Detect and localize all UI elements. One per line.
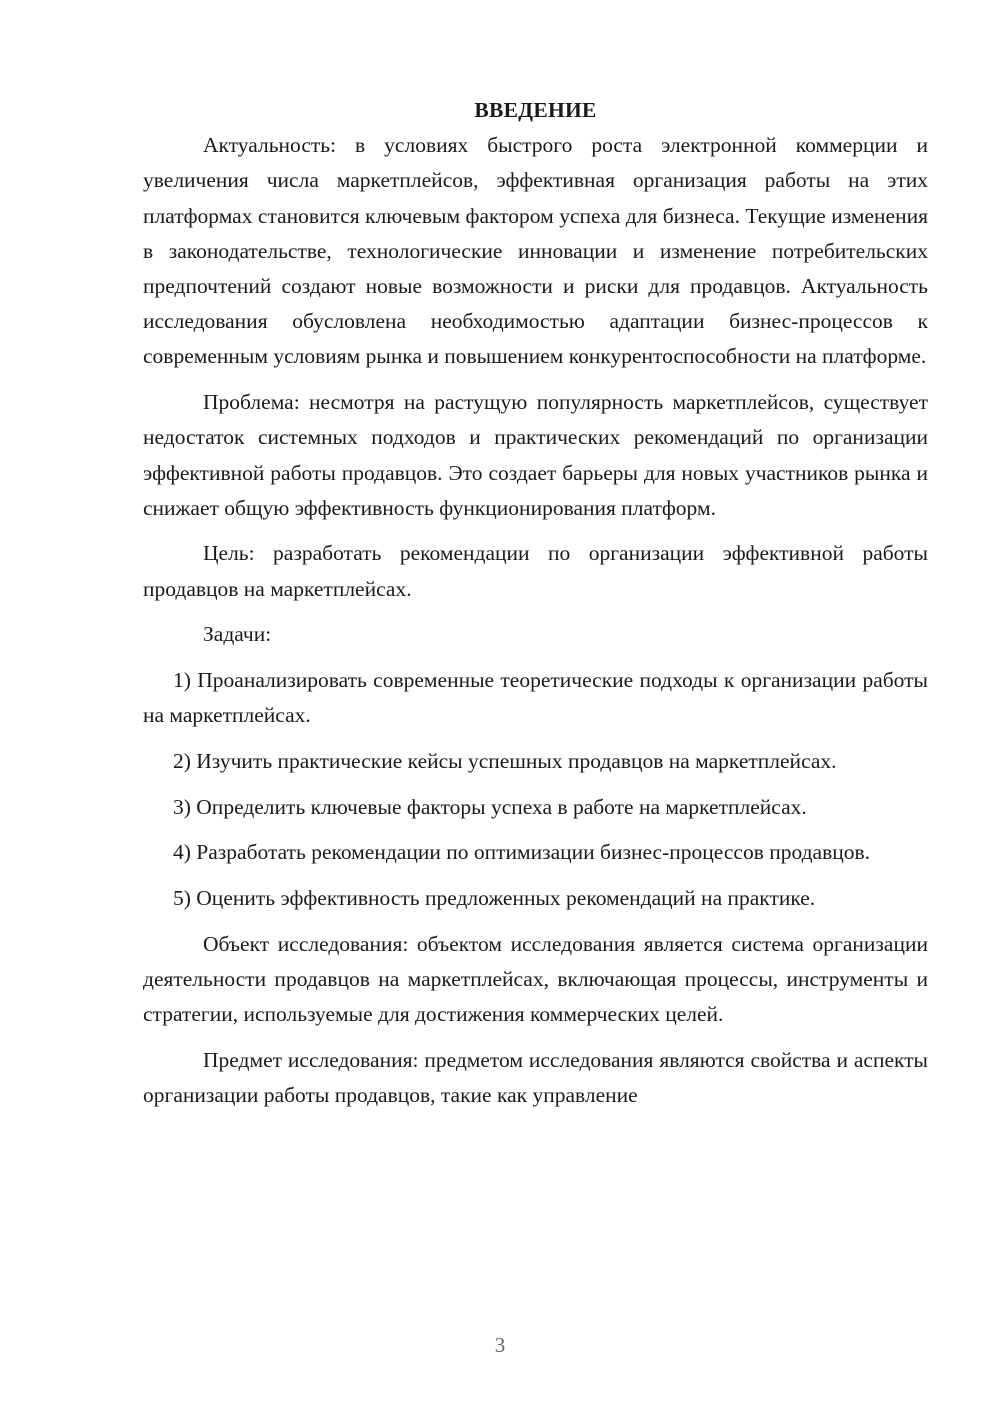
tasks-label: Задачи:: [203, 622, 272, 647]
paragraph-object: Объект исследования: объектом исследования является система организации деятельности продавцов на маркетплейсах, включающая процессы, инструменты и стратегии, используемые для достижения коммерческих целей.: [143, 931, 928, 1027]
task-item-5: 5) Оценить эффективность предложенных рекомендаций на практике.: [173, 886, 816, 911]
task-item-3: 3) Определить ключевые факторы успеха в работе на маркетплейсах.: [173, 794, 807, 819]
page-number: 3: [494, 1333, 506, 1357]
document-page: [143, 93, 928, 1124]
task-item-2: 2) Изучить практические кейсы успешных продавцов на маркетплейсах.: [173, 748, 837, 773]
paragraph-subject: Предмет исследования: предметом исследования являются свойства и аспекты организации работы продавцов, такие как управление: [143, 1047, 928, 1108]
paragraph-relevance: Актуальность: в условиях быстрого роста электронной коммерции и увеличения числа маркетплейсов, эффективная организация работы на этих платформах становится ключевым фактором успеха для бизнеса. Текущие изменения в законодательстве, технологические инновации и изменение потребительских предпочтений создают новые возможности и риски для продавцов. Актуальность исследования обусловлена необходимостью адаптации бизнес-процессов к современным условиям рынка и повышением конкурентоспособности на платформе.: [143, 133, 928, 369]
paragraph-goal: Цель: разработать рекомендации по организации эффективной работы продавцов на маркетплейсах.: [143, 541, 928, 601]
task-item-4: 4) Разработать рекомендации по оптимизации бизнес-процессов продавцов.: [173, 840, 871, 865]
paragraph-problem: Проблема: несмотря на растущую популярность маркетплейсов, существует недостаток системных подходов и практических рекомендаций по организации эффективной работы продавцов. Это создает барьеры для новых участников рынка и снижает общую эффективность функционирования платформ.: [143, 390, 928, 520]
task-item-1: 1) Проанализировать современные теоретические подходы к организации работы на маркетплейсах.: [143, 668, 928, 728]
section-heading: ВВЕДЕНИЕ: [474, 98, 597, 122]
